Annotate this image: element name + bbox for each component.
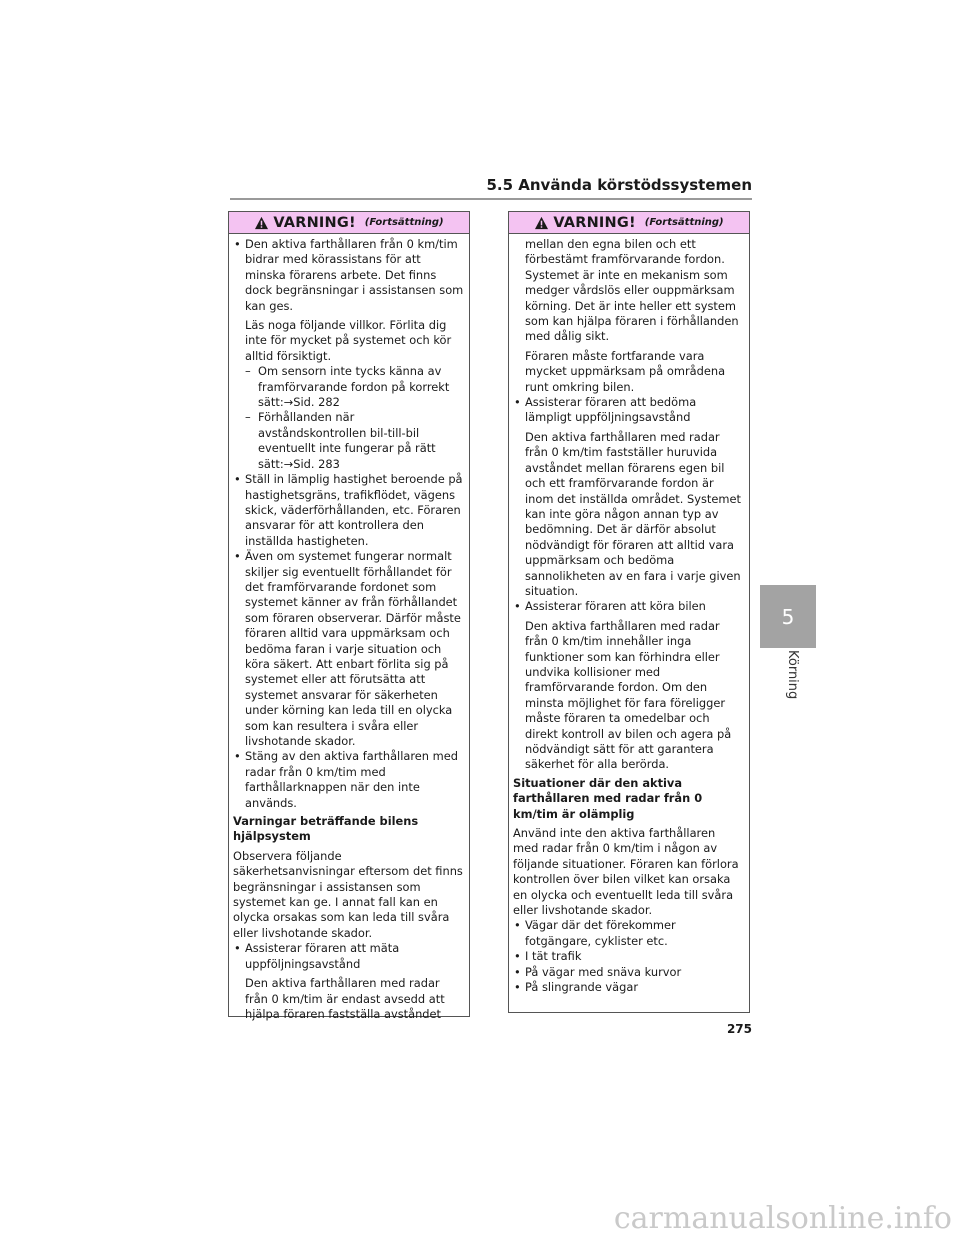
page-number: 275 bbox=[726, 1022, 752, 1036]
warning-content-left bbox=[229, 234, 469, 1022]
warning-header bbox=[229, 212, 469, 234]
paragraph: Använd inte den aktiva farthållaren med radar från 0 km/tim i någon av följande situationer. Föraren kan förlora kontrollen över bilen vilket kan orsaka en olycka och eventuellt leda till svåra eller livshotande skador. bbox=[513, 826, 739, 918]
chapter-tab[interactable]: 5 bbox=[760, 585, 816, 648]
paragraph: Föraren måste fortfarande vara mycket uppmärksam på områdena runt omkring bilen. bbox=[525, 348, 726, 394]
warning-box-right bbox=[508, 211, 750, 1013]
list-item: • Vägar där det förekommer fotgängare, cyklister etc. bbox=[514, 918, 676, 948]
header-rule bbox=[230, 198, 752, 200]
warning-box-left bbox=[228, 211, 470, 1021]
warning-header bbox=[509, 212, 749, 234]
warning-continued: (Fortsättning) bbox=[644, 217, 724, 228]
list-item: • Även om systemet fungerar normalt skiljer sig eventuellt förhållandet för det framförvarande fordonet som systemet känner av från förhållandet som föraren observerar. Därför måste föraren alltid vara uppmärksam och bedöma faran i varje situation och köra säkert. Att enbart förlita sig på systemet eller att förutsätta att systemet ansvarar för säkerheten under körning kan leda till en olycka som kan resultera i svåra eller livshotande skador. bbox=[234, 549, 461, 748]
warning-triangle-icon bbox=[534, 216, 549, 230]
warning-content-right bbox=[509, 234, 749, 996]
paragraph: Läs noga följande villkor. Förlita dig inte för mycket på systemet och kör alltid försiktigt. bbox=[245, 318, 452, 363]
paragraph: Observera följande säkerhetsanvisningar eftersom det finns begränsningar i assistansen som systemet kan ge. I annat fall kan en olycka orsakas som kan leda till svåra eller livshotande skador. bbox=[233, 848, 463, 940]
list-item: • På slingrande vägar bbox=[514, 980, 639, 995]
paragraph: Den aktiva farthållaren med radar från 0 km/tim fastställer huruvida avståndet mellan förarens egen bil och ett framförvarande fordon är inom det inställda området. Systemet kan inte göra någon annan typ av bedömning. Det är därför absolut nödvändigt för föraren att alltid vara uppmärksam och bedöma sannolikheten av en fara i varje given situation. bbox=[525, 429, 741, 598]
section-heading: Varningar beträffande bilens hjälpsystem bbox=[233, 814, 419, 844]
list-item: • Assisterar föraren att köra bilen bbox=[514, 599, 706, 614]
list-item: • Assisterar föraren att mäta uppföljningsavstånd bbox=[234, 941, 400, 971]
list-item: • Ställ in lämplig hastighet beroende på hastighetsgräns, trafikflödet, vägens skick, väderförhållanden, etc. Föraren ansvarar för att kontrollera den inställda hastigheten. bbox=[234, 472, 463, 548]
warning-title: VARNING! bbox=[553, 214, 636, 231]
section-header: 5.5 Använda körstödssystemen bbox=[486, 176, 752, 194]
list-item: • Den aktiva farthållaren från 0 km/tim bidrar med körassistans för att minska förarens arbete. Det finns dock begränsningar i assistansen som kan ges. bbox=[234, 237, 464, 313]
warning-continued: (Fortsättning) bbox=[364, 217, 444, 228]
list-item: • Stäng av den aktiva farthållaren med radar från 0 km/tim med farthållarknappen när den inte används. bbox=[234, 749, 458, 810]
chapter-label: Körning bbox=[785, 650, 800, 700]
warning-title: VARNING! bbox=[273, 214, 356, 231]
sub-item: – Om sensorn inte tycks känna av framförvarande fordon på korrekt sätt:→Sid. 282 bbox=[245, 364, 450, 410]
paragraph: Den aktiva farthållaren med radar från 0 km/tim innehåller inga funktioner som kan förhindra eller undvika kollisioner med framförvarande fordon. Om den minsta möjlighet för fara föreligger måste föraren ta omedelbar och direkt kontroll av bilen och agera på nödvändigt sätt för att garantera säkerhet för alla berörda. bbox=[525, 618, 732, 772]
list-item: • På vägar med snäva kurvor bbox=[514, 964, 682, 979]
watermark: carmanualsonline.info bbox=[613, 1201, 952, 1236]
section-heading: Situationer där den aktiva farthållaren med radar från 0 km/tim är olämplig bbox=[513, 775, 703, 821]
paragraph: Den aktiva farthållaren med radar från 0 km/tim är endast avsedd att hjälpa föraren fastställa avståndet bbox=[245, 976, 445, 1021]
paragraph: mellan den egna bilen och ett förbestämt framförvarande fordon. Systemet är inte en mekanism som medger vårdslös eller ouppmärksam körning. Det är inte heller ett system som kan hjälpa föraren i förhållanden med dålig sikt. bbox=[525, 237, 739, 344]
sub-item: – Förhållanden när avståndskontrollen bil-till-bil eventuellt inte fungerar på rätt sätt:→Sid. 283 bbox=[245, 410, 436, 471]
list-item: • Assisterar föraren att bedöma lämpligt uppföljningsavstånd bbox=[514, 395, 697, 425]
list-item: • I tät trafik bbox=[514, 949, 582, 964]
warning-triangle-icon bbox=[254, 216, 269, 230]
